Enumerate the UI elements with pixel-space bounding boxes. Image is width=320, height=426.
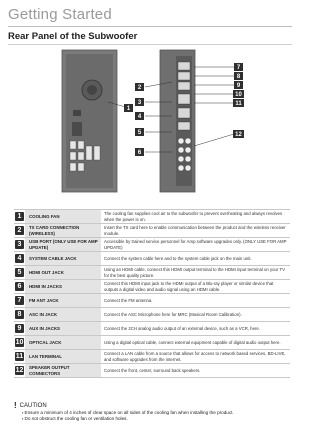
item-number: 9 [15,324,24,333]
item-number: 1 [15,212,24,221]
item-number: 12 [15,367,24,374]
item-name: LAN TERMINAL [25,350,101,364]
section-title: Rear Panel of the Subwoofer [8,31,138,42]
item-name: SPEAKER OUTPUT CONNECTORS [25,364,101,378]
item-name: USB PORT (ONLY USE FOR AMP UPDATE) [25,238,101,252]
subwoofer-rear-panel-figure [0,46,300,196]
item-number: 8 [15,310,24,319]
item-description: Connect this HDMI input jack to the HDMI output of a Blu-ray player or similar device that outputs a digital video and audio signal using an HDMI cable. [101,280,290,294]
item-description: Connect the 2CH analog audio output of an external device, such as a VCR, here. [101,322,290,336]
callout-label: 11 [235,101,242,107]
item-name: HDMI OUT JACK [25,266,101,280]
item-name: OPTICAL JACK [25,336,101,350]
callout-label: 4 [137,114,142,120]
caution-item: ▪ Ensure a minimum of 4 inches of clear space on all sides of the cooling fan when installing the product. [22,410,234,416]
callout-label: 8 [236,74,241,80]
item-name: AUX IN JACKS [25,322,101,336]
table-row [14,238,290,252]
item-name: TX CARD CONNECTION (WIRELESS) [25,224,101,238]
connector-spec-table [14,209,290,378]
item-description: Connect a LAN cable from a source that allows for access to network based services, BD-LIVE, and software upgrades from the internet. [101,350,290,364]
item-description: Connect the front, center, surround back speakers. [101,364,290,378]
callout-label: 6 [137,150,142,156]
table-row [14,210,290,224]
title-divider [8,26,292,27]
item-description: Insert the TX card here to enable communication between the product and the wireless receiver module. [101,224,290,238]
table-row [14,364,290,378]
section-divider [8,44,292,45]
table-row [14,322,290,336]
caution-item: ▪ Do not obstruct the cooling fan or ventilation holes. [22,416,234,422]
table-row [14,308,290,322]
table-row [14,350,290,364]
item-name: COOLING FAN [25,210,101,224]
item-name: ASC IN JACK [25,308,101,322]
caution-section [14,401,234,421]
callout-label: 12 [235,132,242,138]
callout-label: 1 [126,106,131,112]
item-description: Using a digital optical cable, connect external equipment capable of digital audio output here. [101,336,290,350]
page-title: Getting Started [8,6,112,23]
item-number: 4 [15,254,24,263]
table-row [14,224,290,238]
warning-icon: ! [14,401,17,410]
callout-label: 7 [236,65,241,71]
callout-label: 5 [137,130,142,136]
caution-title: CAUTION [19,402,47,409]
table-row [14,280,290,294]
item-number: 11 [15,353,24,360]
item-name: HDMI IN JACKS [25,280,101,294]
item-description: Connect the system cable here and to the system cable jack on the main unit. [101,252,290,266]
table-row [14,336,290,350]
item-number: 6 [15,282,24,291]
item-number: 3 [15,240,24,249]
callout-label: 3 [137,100,142,106]
item-number: 5 [15,268,24,277]
item-description: The cooling fan supplies cool air to the subwoofer to prevent overheating and always revolves when the power is on. [101,210,290,224]
item-number: 10 [15,339,24,346]
item-description: Using an HDMI cable, connect this HDMI output terminal to the HDMI input terminal on your TV for the best quality picture. [101,266,290,280]
table-row [14,252,290,266]
item-number: 2 [15,226,24,235]
callout-label: 2 [137,85,142,91]
table-row [14,294,290,308]
callout-label: 9 [236,83,241,89]
item-name: SYSTEM CABLE JACK [25,252,101,266]
item-description: Connect the FM antenna. [101,294,290,308]
item-description: Accessible by trained service personnel for Amp software upgrades only. (ONLY USE FOR AMP UPDATE) [101,238,290,252]
item-name: FM ANT JACK [25,294,101,308]
item-number: 7 [15,296,24,305]
item-description: Connect the ASC Microphone here for MRC (Musical Room Calibration). [101,308,290,322]
table-row [14,266,290,280]
callout-label: 10 [235,92,242,98]
